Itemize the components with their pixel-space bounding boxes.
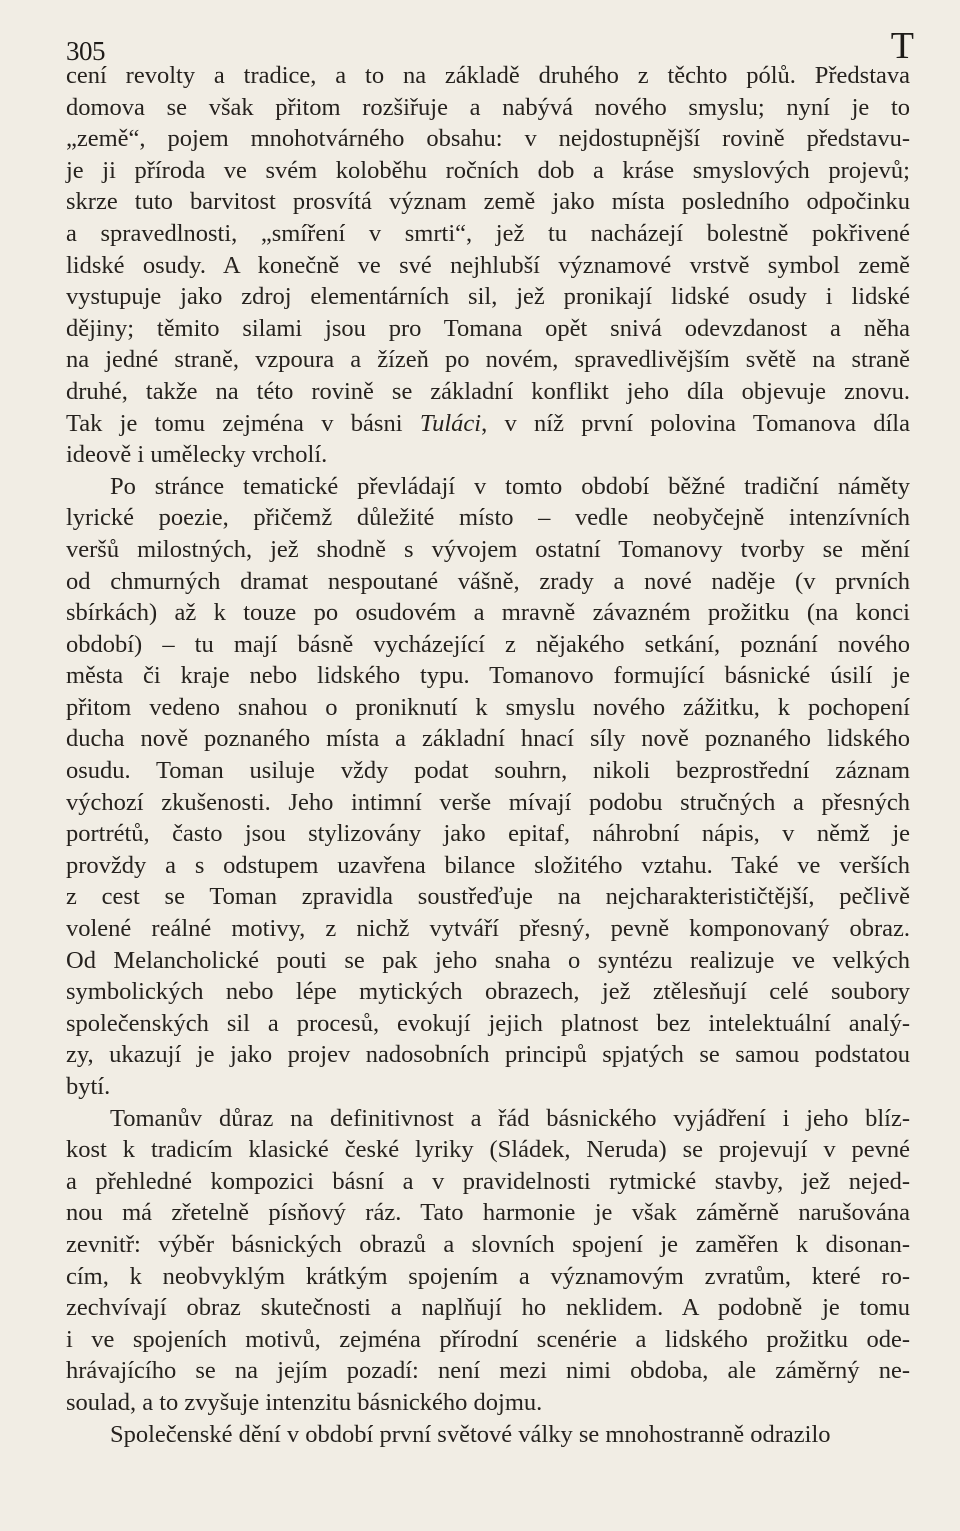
text-line: [66, 1134, 910, 1166]
text-line: [66, 755, 910, 787]
text-line: [66, 155, 910, 187]
text-line-content: na jedné straně, vzpoura a žízeň po novém, spravedlivějším světě na straně: [66, 346, 910, 374]
text-line-content: veršů milostných, jež shodně s vývojem ostatní Tomanovy tvorby se mění: [66, 535, 910, 563]
section-letter: T: [890, 25, 914, 67]
text-line: [66, 945, 910, 977]
text-line: [66, 1419, 910, 1451]
text-line-content: zechvívají obraz skutečnosti a naplňují ho neklidem. A podobně je tomu: [66, 1294, 910, 1322]
text-line: [66, 913, 910, 945]
text-line: [66, 1355, 910, 1387]
text-line: [66, 850, 910, 882]
text-line-content: výchozí zkušenosti. Jeho intimní verše mívají podobu stručných a přesných: [66, 788, 910, 816]
text-line: [66, 92, 910, 124]
text-line: [66, 1292, 910, 1324]
text-line: [66, 1166, 910, 1198]
text-line: [66, 502, 910, 534]
text-line-content: od chmurných dramat nespoutané vášně, zrady a nové naděje (v prvních: [66, 567, 910, 595]
text-line: [66, 1197, 910, 1229]
text-line: [66, 723, 910, 755]
text-line-content: druhé, takže na této rovině se základní konflikt jeho díla objevuje znovu.: [66, 377, 910, 405]
text-line-content: cení revolty a tradice, a to na základě druhého z těchto pólů. Představa: [66, 62, 910, 89]
text-line-content: města či kraje nebo lidského typu. Tomanovo formující básnické úsilí je: [66, 662, 910, 690]
text-line-content: a spravedlnosti, „smíření v smrti“, jež tu nacházejí bolestně pokřivené: [66, 219, 910, 247]
text-line: [66, 281, 910, 313]
text-line-content: Tomanův důraz na definitivnost a řád básnického vyjádření i jeho blíz-: [110, 1104, 910, 1132]
text-line: [66, 408, 910, 440]
text-line-content: lyrické poezie, přičemž důležité místo – vedle neobyčejně intenzívních: [66, 504, 910, 532]
text-line-content: cím, k neobvyklým krátkým spojením a významovým zvratům, které ro-: [66, 1262, 910, 1290]
text-line-content: nou má zřetelně písňový ráz. Tato harmonie je však záměrně narušována: [66, 1199, 910, 1227]
text-line-content: období) – tu mají básně vycházející z nějakého setkání, poznání nového: [66, 630, 910, 658]
text-line: [66, 1229, 910, 1261]
text-line: [66, 534, 910, 566]
text-line: [66, 1103, 910, 1135]
poem-title: Tuláci: [419, 409, 482, 437]
text-line: [66, 1324, 910, 1356]
text-line-content: ducha nově poznaného místa a základní hnací síly nově poznaného lidského: [66, 725, 910, 753]
text-line-content: zy, ukazují je jako projev nadosobních principů spjatých se samou podstatou: [66, 1041, 910, 1069]
page-number: 305: [66, 36, 105, 66]
text-line-content: ideově i umělecky vrcholí.: [66, 441, 328, 469]
text-line-content: „země“, pojem mnohotvárného obsahu: v nejdostupnější rovině představu-: [66, 125, 910, 153]
text-line: [66, 787, 910, 819]
text-line: [66, 629, 910, 661]
text-line-content: bytí.: [66, 1073, 111, 1100]
text-line-content: portrétů, často jsou stylizovány jako epitaf, náhrobní nápis, v němž je: [66, 820, 910, 848]
text-line: [66, 818, 910, 850]
text-line-content: sbírkách) až k touze po osudovém a mravně závazném prožitku (na konci: [66, 599, 910, 627]
text-line-content: hrávajícího se na jejím pozadí: není mezi nimi obdoba, ale záměrný ne-: [66, 1357, 910, 1385]
text-line-content: i ve spojeních motivů, zejména přírodní scenérie a lidského prožitku ode-: [66, 1325, 910, 1353]
text-line: [66, 439, 910, 471]
text-line-content: Tak je tomu zejména v básni: [66, 409, 420, 437]
text-line: [66, 471, 910, 503]
text-line-content: Od Melancholické pouti se pak jeho snaha o syntézu realizuje ve velkých: [66, 946, 910, 974]
text-line-content: soulad, a to zvyšuje intenzitu básnického dojmu.: [66, 1388, 543, 1416]
text-line: [66, 376, 910, 408]
text-line: [66, 1387, 910, 1419]
text-line-content: symbolických nebo lépe mytických obrazech, jež ztělesňují celé soubory: [66, 978, 910, 1006]
text-line: [66, 218, 910, 250]
text-line: [66, 597, 910, 629]
text-line: [66, 1008, 910, 1040]
text-line-content: zevnitř: výběr básnických obrazů a slovních spojení je zaměřen k disonan-: [66, 1230, 910, 1258]
text-line-content: Společenské dění v období první světové války se mnohostranně odrazilo: [110, 1420, 831, 1448]
text-line: [66, 123, 910, 155]
text-line-content: přitom vedeno snahou o proniknutí k smyslu nového zážitku, k pochopení: [66, 693, 910, 721]
text-line-content: lidské osudy. A konečně ve své nejhlubší významové vrstvě symbol země: [66, 251, 910, 279]
text-line: [66, 660, 910, 692]
text-line: [66, 313, 910, 345]
text-line-content: a přehledné kompozici básní a v pravidelnosti rytmické stavby, jež nejed-: [66, 1167, 910, 1195]
text-line-content: skrze tuto barvitost prosvítá význam země jako místa posledního odpočinku: [66, 188, 910, 216]
text-line: [66, 881, 910, 913]
text-line: [66, 344, 910, 376]
text-line: [66, 186, 910, 218]
body-text: [66, 60, 910, 1450]
text-line: [66, 1039, 910, 1071]
text-line-content: kost k tradicím klasické české lyriky (Sládek, Neruda) se projevují v pevné: [66, 1136, 910, 1164]
text-line-content: je ji příroda ve svém koloběhu ročních dob a kráse smyslových projevů;: [66, 156, 910, 184]
text-line: [66, 250, 910, 282]
text-line: [66, 1261, 910, 1293]
text-line-content: dějiny; těmito silami jsou pro Tomana opět snivá odevzdanost a něha: [66, 314, 910, 342]
text-line: [66, 1071, 910, 1103]
text-line-content: , v níž první polovina Tomanova díla: [481, 409, 910, 437]
text-line: [66, 976, 910, 1008]
text-line-content: provždy a s odstupem uzavřena bilance složitého vztahu. Také ve verších: [66, 851, 910, 879]
text-line: [66, 566, 910, 598]
text-line: [66, 60, 910, 92]
text-line-content: volené reálné motivy, z nichž vytváří přesný, pevně komponovaný obraz.: [66, 915, 910, 943]
text-line-content: společenských sil a procesů, evokují jejich platnost bez intelektuální analý-: [66, 1009, 910, 1037]
text-line-content: osudu. Toman usiluje vždy podat souhrn, nikoli bezprostřední záznam: [66, 757, 910, 785]
text-line-content: vystupuje jako zdroj elementárních sil, jež pronikají lidské osudy i lidské: [66, 283, 910, 311]
text-line-content: Po stránce tematické převládají v tomto období běžné tradiční náměty: [110, 472, 910, 500]
text-line-content: domova se však přitom rozšiřuje a nabývá nového smyslu; nyní je to: [66, 93, 910, 121]
text-line-content: z cest se Toman zpravidla soustřeďuje na nejcharakterističtější, pečlivě: [66, 883, 910, 911]
text-line: [66, 692, 910, 724]
